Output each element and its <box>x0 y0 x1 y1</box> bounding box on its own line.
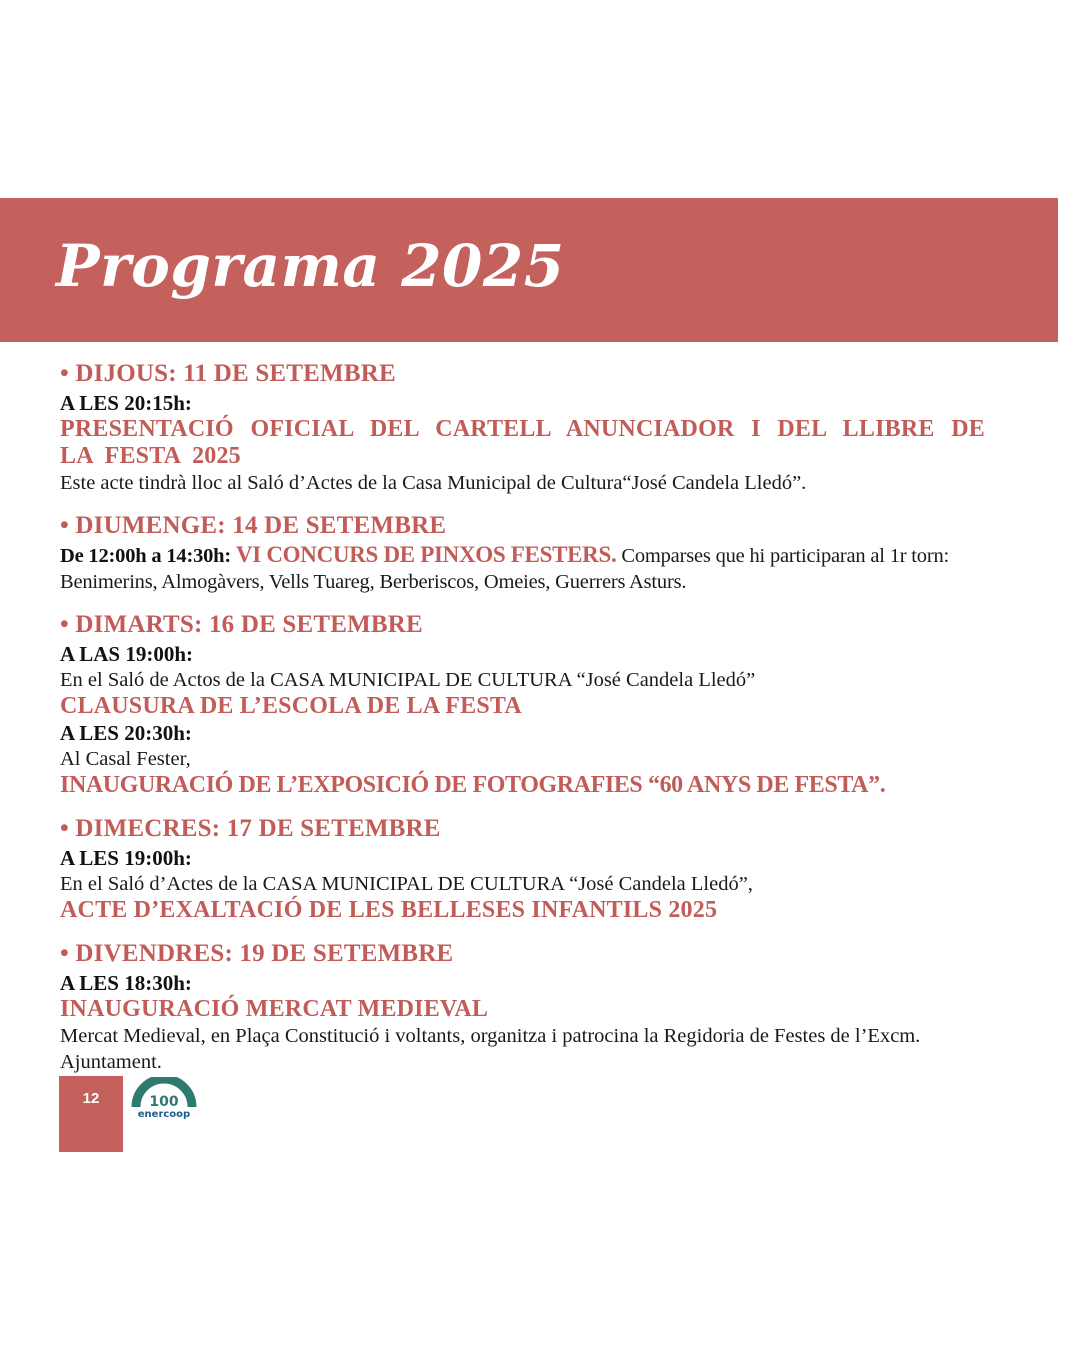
page-number: 12 <box>82 1090 100 1107</box>
logo-brand: enercoop <box>137 1109 191 1120</box>
event-time: A LES 18:30h: <box>60 971 192 995</box>
event-description: Al Casal Fester, <box>60 748 191 770</box>
event-heading: INAUGURACIÓ DE L’EXPOSICIÓ DE FOTOGRAFIES “60 ANYS DE FESTA”. <box>60 772 886 798</box>
event-description: Mercat Medieval, en Plaça Constitució i voltants, organitza i patrocina la Regidoria de Festes de l’Excm. Ajuntament. <box>60 1025 921 1073</box>
program-list <box>60 358 985 1089</box>
event-description: En el Saló d’Actes de la CASA MUNICIPAL DE CULTURA “José Candela Lledó”, <box>60 873 753 895</box>
event-time: A LES 19:00h: <box>60 846 192 870</box>
event-heading: CLAUSURA DE L’ESCOLA DE LA FESTA <box>60 693 522 719</box>
event-day: • DIJOUS: 11 DE SETEMBRE <box>60 360 396 387</box>
event-time: De 12:00h a 14:30h: <box>60 545 232 567</box>
logo-number: 100 <box>149 1094 179 1110</box>
event-day: • DIVENDRES: 19 DE SETEMBRE <box>60 940 454 967</box>
event-time: A LES 20:15h: <box>60 391 192 415</box>
event-section <box>60 510 985 595</box>
event-section <box>60 813 985 924</box>
event-day: • DIUMENGE: 14 DE SETEMBRE <box>60 512 447 539</box>
event-heading: INAUGURACIÓ MERCAT MEDIEVAL <box>60 996 489 1022</box>
page-number-box <box>59 1076 123 1152</box>
event-heading: PRESENTACIÓ OFICIAL DEL CARTELL ANUNCIADOR I DEL LLIBRE DE LA FESTA 2025 <box>60 416 985 469</box>
event-time: A LAS 19:00h: <box>60 642 194 666</box>
event-description: En el Saló de Actos de la CASA MUNICIPAL DE CULTURA “José Candela Lledó” <box>60 669 756 691</box>
event-section <box>60 938 985 1075</box>
event-time: A LES 20:30h: <box>60 721 192 745</box>
event-day: • DIMARTS: 16 DE SETEMBRE <box>60 611 423 638</box>
event-description: Este acte tindrà lloc al Saló d’Actes de la Casa Municipal de Cultura“José Candela Lledó”. <box>60 472 807 494</box>
event-heading: VI CONCURS DE PINXOS FESTERS. <box>235 542 617 567</box>
event-section <box>60 358 985 496</box>
enercoop-logo <box>130 1077 198 1123</box>
event-day: • DIMECRES: 17 DE SETEMBRE <box>60 815 441 842</box>
event-heading: ACTE D’EXALTACIÓ DE LES BELLESES INFANTILS 2025 <box>60 897 718 923</box>
page-title: Programa 2025 <box>56 232 565 300</box>
event-paragraph <box>60 542 985 595</box>
event-description: Comparses que hi participaran al 1r torn: Benimerins, Almogàvers, Vells Tuareg, Berberiscos, Omeies, Guerrers Asturs. <box>60 545 950 593</box>
event-section <box>60 609 985 799</box>
